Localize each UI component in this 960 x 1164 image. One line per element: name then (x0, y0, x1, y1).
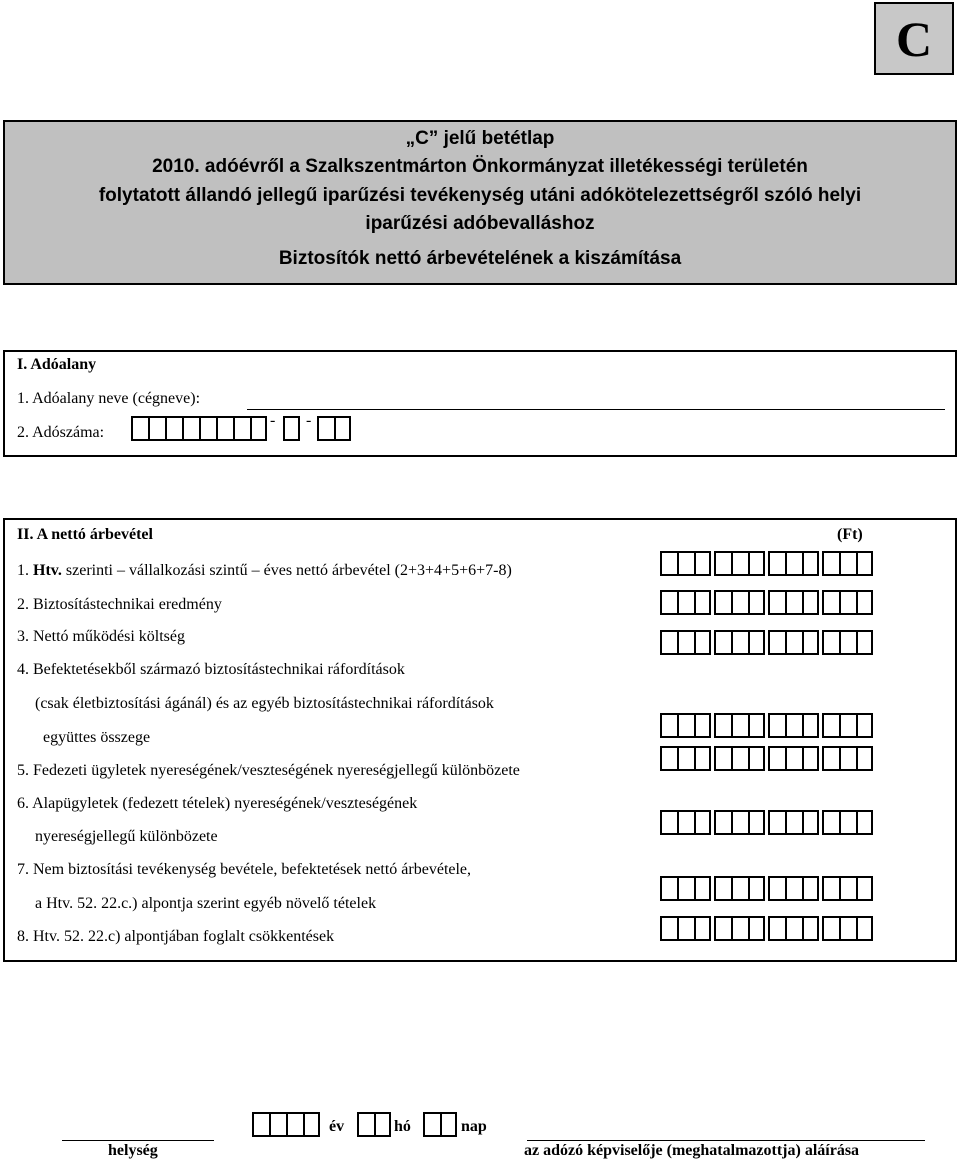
amount-digit-box[interactable] (839, 916, 856, 941)
tax-number-separator: - (270, 412, 276, 429)
amount-digit-box[interactable] (856, 713, 873, 738)
amount-digit-box[interactable] (748, 590, 765, 615)
amount-digit-box[interactable] (677, 810, 694, 835)
header-title: „C” jelű betétlap (405, 128, 555, 149)
amount-digit-box[interactable] (785, 630, 802, 655)
amount-digit-box[interactable] (748, 713, 765, 738)
amount-digit-box[interactable] (785, 876, 802, 901)
form-letter-badge: C (874, 2, 954, 75)
section-title: I. Adóalany (17, 356, 97, 373)
amount-digit-box[interactable] (856, 551, 873, 576)
section-taxpayer (3, 350, 957, 457)
amount-digit-box[interactable] (768, 746, 785, 771)
row-5-label: 5. Fedezeti ügyletek nyereségének/veszteségének nyereségjellegű különbözete (17, 762, 520, 779)
amount-digit-box[interactable] (839, 746, 856, 771)
amount-digit-box[interactable] (802, 810, 819, 835)
month-label: hó (394, 1118, 411, 1135)
amount-digit-box[interactable] (839, 630, 856, 655)
amount-digit-box[interactable] (660, 630, 677, 655)
day-label: nap (461, 1118, 487, 1135)
section-title: II. A nettó árbevétel (17, 526, 153, 543)
row-7-label: 7. Nem biztosítási tevékenység bevétele, befektetések nettó árbevétele, (17, 861, 472, 878)
row-1-amount-boxes[interactable] (660, 551, 873, 576)
amount-digit-box[interactable] (856, 810, 873, 835)
month-boxes[interactable] (357, 1112, 391, 1137)
amount-digit-box[interactable] (731, 590, 748, 615)
amount-digit-box[interactable] (785, 590, 802, 615)
amount-digit-box[interactable] (748, 916, 765, 941)
amount-digit-box[interactable] (822, 746, 839, 771)
amount-digit-box[interactable] (694, 876, 711, 901)
amount-digit-box[interactable] (856, 590, 873, 615)
amount-digit-box[interactable] (748, 810, 765, 835)
tax-number-separator: - (306, 412, 312, 429)
amount-digit-box[interactable] (856, 876, 873, 901)
amount-digit-box[interactable] (802, 746, 819, 771)
amount-digit-box[interactable] (660, 916, 677, 941)
amount-digit-box[interactable] (694, 551, 711, 576)
row-2-label: 2. Biztosítástechnikai eredmény (17, 596, 222, 613)
amount-digit-box[interactable] (731, 810, 748, 835)
row-6-amount-boxes[interactable] (660, 810, 873, 835)
amount-digit-box[interactable] (768, 916, 785, 941)
amount-digit-box[interactable] (714, 876, 731, 901)
unit-label: (Ft) (837, 526, 863, 543)
amount-digit-box[interactable] (731, 713, 748, 738)
amount-digit-box[interactable] (714, 746, 731, 771)
amount-digit-box[interactable] (677, 746, 694, 771)
amount-digit-box[interactable] (677, 630, 694, 655)
section-net-revenue (3, 518, 957, 962)
amount-digit-box[interactable] (694, 713, 711, 738)
row-7-amount-boxes[interactable] (660, 876, 873, 901)
amount-digit-box[interactable] (802, 916, 819, 941)
amount-digit-box[interactable] (714, 551, 731, 576)
tax-number-vat-box[interactable] (283, 416, 300, 441)
amount-digit-box[interactable] (677, 876, 694, 901)
row-4-amount-boxes[interactable] (660, 713, 873, 738)
amount-digit-box[interactable] (768, 630, 785, 655)
amount-digit-box[interactable] (802, 590, 819, 615)
signature-field[interactable] (527, 1140, 925, 1141)
amount-digit-box[interactable] (694, 630, 711, 655)
amount-digit-box[interactable] (748, 630, 765, 655)
header-line: folytatott állandó jellegű iparűzési tevékenység utáni adókötelezettségről szóló helyi (98, 185, 862, 206)
amount-digit-box[interactable] (822, 810, 839, 835)
amount-digit-box[interactable] (677, 713, 694, 738)
header-line: 2010. adóévről a Szalkszentmárton Önkormányzat illetékességi területén (152, 156, 808, 177)
amount-digit-box[interactable] (714, 916, 731, 941)
place-label: helység (108, 1142, 158, 1159)
amount-digit-box[interactable] (731, 551, 748, 576)
header-line: iparűzési adóbevalláshoz (365, 213, 595, 234)
amount-digit-box[interactable] (731, 916, 748, 941)
amount-digit-box[interactable] (694, 916, 711, 941)
row-8-label: 8. Htv. 52. 22.c) alpontjában foglalt csökkentések (17, 928, 335, 945)
amount-digit-box[interactable] (822, 713, 839, 738)
row-4-label: 4. Befektetésekből származó biztosítástechnikai ráfordítások (17, 661, 405, 678)
amount-digit-box[interactable] (714, 713, 731, 738)
amount-digit-box[interactable] (856, 916, 873, 941)
place-field[interactable] (62, 1140, 214, 1141)
amount-digit-box[interactable] (660, 713, 677, 738)
amount-digit-box[interactable] (839, 551, 856, 576)
amount-digit-box[interactable] (714, 590, 731, 615)
row-6-label: 6. Alapügyletek (fedezett tételek) nyereségének/veszteségének (17, 795, 418, 812)
form-header (3, 120, 957, 285)
day-boxes[interactable] (423, 1112, 457, 1137)
amount-digit-box[interactable] (768, 810, 785, 835)
tax-number-county-boxes[interactable] (317, 416, 351, 441)
row-5-amount-boxes[interactable] (660, 746, 873, 771)
amount-digit-box[interactable] (768, 713, 785, 738)
amount-digit-box[interactable] (768, 590, 785, 615)
amount-digit-box[interactable] (822, 876, 839, 901)
amount-digit-box[interactable] (660, 876, 677, 901)
amount-digit-box[interactable] (856, 630, 873, 655)
row-3-amount-boxes[interactable] (660, 630, 873, 655)
amount-digit-box[interactable] (660, 551, 677, 576)
row-8-amount-boxes[interactable] (660, 916, 873, 941)
amount-digit-box[interactable] (768, 551, 785, 576)
amount-digit-box[interactable] (677, 551, 694, 576)
amount-digit-box[interactable] (768, 876, 785, 901)
amount-digit-box[interactable] (694, 810, 711, 835)
amount-digit-box[interactable] (694, 590, 711, 615)
amount-digit-box[interactable] (802, 713, 819, 738)
amount-digit-box[interactable] (660, 810, 677, 835)
taxpayer-name-field[interactable] (247, 409, 945, 410)
tax-number-main-boxes[interactable] (131, 416, 267, 441)
amount-digit-box[interactable] (714, 630, 731, 655)
signature-label: az adózó képviselője (meghatalmazottja) aláírása (524, 1142, 860, 1159)
amount-digit-box[interactable] (785, 713, 802, 738)
amount-digit-box[interactable] (839, 876, 856, 901)
row-4-label-cont: (csak életbiztosítási ágánál) és az egyéb biztosítástechnikai ráfordítások (35, 695, 494, 712)
amount-digit-box[interactable] (660, 746, 677, 771)
amount-digit-box[interactable] (660, 590, 677, 615)
amount-digit-box[interactable] (839, 590, 856, 615)
taxpayer-name-label: 1. Adóalany neve (cégneve): (17, 390, 201, 407)
amount-digit-box[interactable] (677, 590, 694, 615)
amount-digit-box[interactable] (731, 746, 748, 771)
amount-digit-box[interactable] (785, 746, 802, 771)
row-7-label-cont: a Htv. 52. 22.c.) alpontja szerint egyéb növelő tételek (35, 895, 377, 912)
amount-digit-box[interactable] (839, 810, 856, 835)
amount-digit-box[interactable] (802, 551, 819, 576)
amount-digit-box[interactable] (856, 746, 873, 771)
amount-digit-box[interactable] (677, 916, 694, 941)
amount-digit-box[interactable] (748, 551, 765, 576)
year-boxes[interactable] (252, 1112, 320, 1137)
row-1-label: 1. Htv. szerinti – vállalkozási szintű – éves nettó árbevétel (2+3+4+5+6+7-8) (17, 562, 512, 579)
row-2-amount-boxes[interactable] (660, 590, 873, 615)
amount-digit-box[interactable] (785, 810, 802, 835)
amount-digit-box[interactable] (839, 713, 856, 738)
amount-digit-box[interactable] (748, 746, 765, 771)
amount-digit-box[interactable] (694, 746, 711, 771)
row-3-label: 3. Nettó működési költség (17, 628, 185, 645)
year-label: év (329, 1118, 345, 1135)
amount-digit-box[interactable] (785, 551, 802, 576)
amount-digit-box[interactable] (802, 630, 819, 655)
amount-digit-box[interactable] (802, 876, 819, 901)
amount-digit-box[interactable] (731, 630, 748, 655)
amount-digit-box[interactable] (822, 630, 839, 655)
amount-digit-box[interactable] (822, 590, 839, 615)
amount-digit-box[interactable] (822, 551, 839, 576)
row-4-label-cont: együttes összege (43, 729, 151, 746)
amount-digit-box[interactable] (748, 876, 765, 901)
amount-digit-box[interactable] (714, 810, 731, 835)
amount-digit-box[interactable] (785, 916, 802, 941)
amount-digit-box[interactable] (822, 916, 839, 941)
amount-digit-box[interactable] (731, 876, 748, 901)
row-6-label-cont: nyereségjellegű különbözete (35, 828, 218, 845)
tax-number-label: 2. Adószáma: (17, 424, 105, 441)
header-subtitle: Biztosítók nettó árbevételének a kiszámítása (278, 248, 682, 269)
